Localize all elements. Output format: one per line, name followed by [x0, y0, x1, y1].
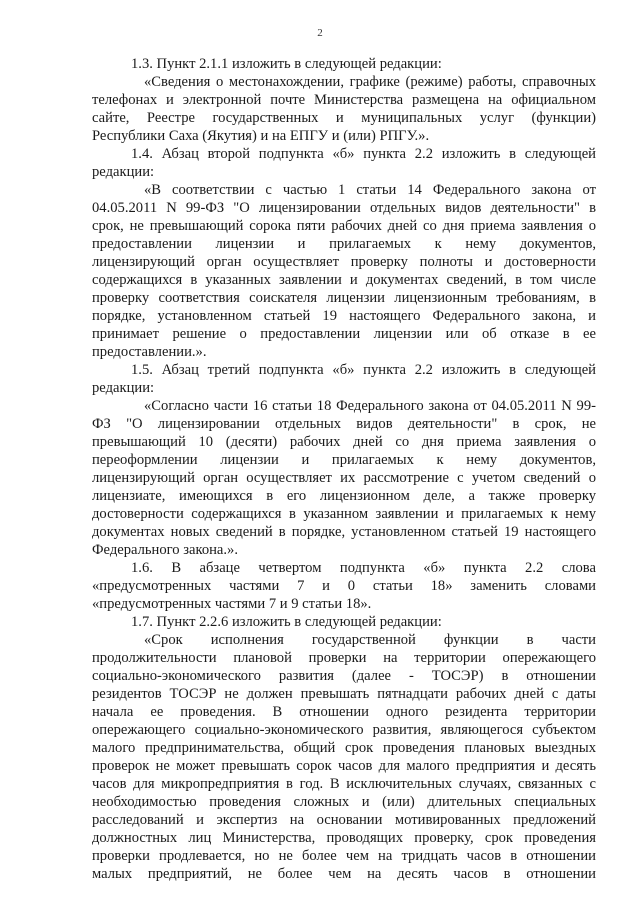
paragraph-line: предоставлении.». — [92, 344, 207, 360]
paragraph-line: опережающего социально-экономического развития, являющегося субъектом — [92, 722, 596, 738]
item-1-4-heading: 1.4. Абзац второй подпункта «б» пункта 2.2 изложить в следующей — [131, 146, 596, 162]
item-1-7-heading: 1.7. Пункт 2.2.6 изложить в следующей редакции: — [131, 614, 442, 630]
paragraph-line: порядке, установленном статьей 19 настоящего Федерального закона, и — [92, 308, 596, 324]
paragraph-line: телефонах и электронной почте Министерства размещена на официальном — [92, 92, 596, 108]
paragraph-line: принимает решение о предоставлении лицензии или об отказе в ее — [92, 326, 596, 342]
paragraph-line — [92, 883, 596, 901]
paragraph-line: редакции: — [92, 380, 155, 396]
paragraph-line: «предусмотренных частями 7 и 9 статьи 18». — [92, 596, 372, 612]
paragraph-line: проверки продлевается, но не более чем на тридцать часов в отношении — [92, 848, 596, 864]
paragraph-line: проверку соответствия соискателя лицензии лицензионным требованиям, в — [92, 290, 596, 306]
paragraph-line: предоставлении лицензии и прилагаемых к нему документов, — [92, 236, 596, 252]
paragraph-line: «предусмотренных частями 7 и 0 статьи 18» заменить словами — [92, 578, 596, 594]
paragraph-line: ФЗ "О лицензировании отдельных видов деятельности" в срок, не — [92, 416, 596, 432]
paragraph-line: превышающий 10 (десяти) рабочих дней со дня приема заявления о — [92, 434, 596, 450]
paragraph-line: часов для микропредприятия в год. В исключительных случаях, связанных с — [92, 776, 596, 792]
paragraph-line: начала ее проведения. В отношении одного резидента территории — [92, 704, 596, 720]
paragraph-line: малых предприятий, не более чем на десять часов в отношении — [92, 866, 596, 882]
paragraph-line: расследований и экспертиз на основании мотивированных предложений — [92, 812, 596, 828]
paragraph-line: «В соответствии с частью 1 статьи 14 Федерального закона от — [144, 182, 596, 198]
paragraph-line: срок, не превышающий сорока пяти рабочих дней со дня приема заявления о — [92, 218, 596, 234]
paragraph-line: переоформлении лицензии и прилагаемых к нему документов, — [92, 452, 596, 468]
paragraph-line: резидентов ТОСЭР не должен превышать пятнадцати рабочих дней с даты — [92, 686, 596, 702]
paragraph-line: «Согласно части 16 статьи 18 Федерального закона от 04.05.2011 N 99- — [144, 398, 596, 414]
paragraph-line: продолжительности плановой проверки на территории опережающего — [92, 650, 596, 666]
paragraph-line: малого предпринимательства, общий срок проведения плановых выездных — [92, 740, 596, 756]
paragraph-line: «Сведения о местонахождении, графике (режиме) работы, справочных — [144, 74, 596, 90]
paragraph-line: должностных лиц Министерства, проводящих проверку, срок проведения — [92, 830, 596, 846]
item-1-3-heading: 1.3. Пункт 2.1.1 изложить в следующей редакции: — [131, 56, 442, 72]
paragraph-line: «Срок исполнения государственной функции в части — [144, 632, 596, 648]
paragraph-line: необходимостью проведения сложных и (или) длительных специальных — [92, 794, 596, 810]
page-number: 2 — [317, 27, 323, 39]
paragraph-line: содержащихся в указанных заявлении и документах сведений, в том числе — [92, 272, 596, 288]
paragraph-line: лицензиате, имеющихся в его лицензионном деле, а также проверку — [92, 488, 596, 504]
paragraph-line: Федерального закона.». — [92, 542, 239, 558]
paragraph-line: достоверности содержащихся в указанном заявлении и прилагаемых к нему — [92, 506, 596, 522]
paragraph-line: 04.05.2011 N 99-ФЗ "О лицензировании отдельных видов деятельности" в — [92, 200, 596, 216]
item-1-5-heading: 1.5. Абзац третий подпункта «б» пункта 2.2 изложить в следующей — [131, 362, 596, 378]
paragraph-line: лицензирующий орган осуществляет проверку полноты и достоверности — [92, 254, 596, 270]
paragraph-line: документах новых сведений в порядке, установленном статьей 19 настоящего — [92, 524, 596, 540]
paragraph-line: проверок не может превышать сорок часов для малого предприятия и десять — [92, 758, 596, 774]
paragraph-line: сайте, Реестре государственных и муниципальных услуг (функции) — [92, 110, 596, 126]
paragraph-line: редакции: — [92, 164, 155, 180]
paragraph-line: лицензирующий орган осуществляет их рассмотрение с учетом сведений о — [92, 470, 596, 486]
paragraph-line: Республики Саха (Якутия) и на ЕПГУ и (или) РПГУ.». — [92, 128, 430, 144]
item-1-6-heading: 1.6. В абзаце четвертом подпункта «б» пункта 2.2 слова — [131, 560, 596, 576]
paragraph-line: социально-экономического развития (далее - ТОСЭР) в отношении — [92, 668, 596, 684]
